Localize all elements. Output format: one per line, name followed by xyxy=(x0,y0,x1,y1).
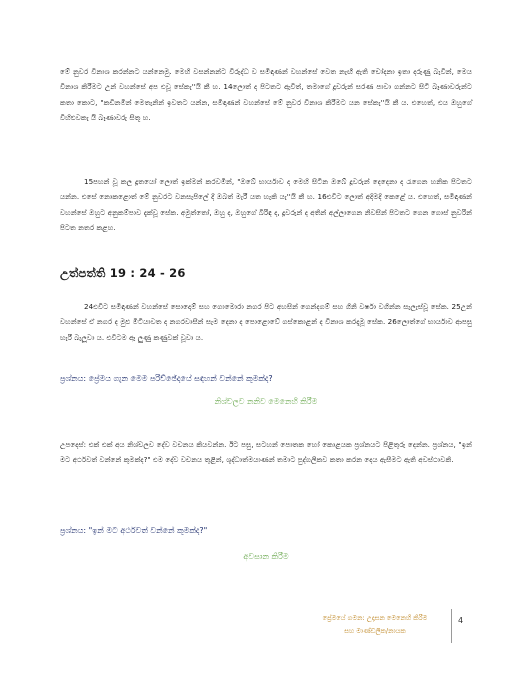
footer xyxy=(300,612,450,638)
footer-divider xyxy=(451,609,452,643)
footer-title-line: ප්‍රේමයේ ගමන: උදෑසන මෙනෙහි කිරීම xyxy=(322,614,428,622)
paragraph-2: 15පහන් වූ කල දූතයෝ ලොත් ඉක්මන් කරවමින්, "ඔබේ භාර්යාව ද මෙහි සිටින ඔබේ දූවරුන් දෙදෙනා ද රැගෙන හනික පිටතට යන්න. එසේ නොකළොත් මේ නුවරට වනසැපිලේ දී ඔබත් මැරී යත හැකි යැ''යි කී හ. 16එවිට ලොත් අදිමදි කෙළේ ය. එහෙත්, සමිඳාණන් වහන්සේ ඔහුට අනුකම්පාව දැක්වූ සේක. අමුත්තෝ, ඔහු ද, ඔහුගේ බිරිඳ ද, දූවරුන් ද අතින් අල්ලාගෙන නිවසින් පිටතට ගෙන ගොස් නුවරින් පිටත නතර කළහ. xyxy=(60,177,472,233)
footer-subtitle-line: සහ මාණ්ඩලික/නායක xyxy=(344,627,406,635)
instruction-paragraph: උපදෙස්: එක් එක් අය නිශ්චලව දේව වචනය කියවන්න. ඊට පසු, සටහන් පොතක හෝ කොළයක ප්‍රශ්නයට පිළිතුරු දෙන්න. ප්‍රශ්නය, "ඉන් මට අර්ථවත් වන්නේ කුමක්ද?" එම දේව වචනය තුළින්, ශුද්ධාත්මයාණන් තමාට පුද්ගලිකව කතා කරන දෙය ඇසීමට ඇති අවස්ථාවකි. xyxy=(60,440,472,465)
paragraph-1: මේ නුවර විනාශ කරන්නට යන්නෙමු. මෙහි වසන්නන්ට විරුද්ධ ව සමිඳාණන් වහන්සේ වෙත නැඟී ඇති චෝදනා ඉතා දරුණු බැවින්, මෙය විනාශ කිරීමට උන් වහන්සේ අප එවූ සේකැ''යි කී හ. 14ලොත් ද පිටතට ඇවිත්, තමාගේ දූවරුන් සරණ පාවා ගන්නට සිටි බෑණාවරුන්ට කතා කොට, "කඩිනමින් මෙතැනින් ඉවතට යන්න, සමිඳාණන් වහන්සේ මේ නුවර විනාශ කිරීමට යන සේකැ''යි කී ය. එහෙත්, එය ඔහුගේ විහිළුවකැ යි බෑණාවරු සිතූ හ. xyxy=(60,67,472,123)
paragraph-3: 24එවිට සමිඳාණන් වහන්සේ සොදොම් සහ ගොමොරා නගර පිට අහසින් ගෙන්දගම් සහ ගිනි වර්ෂා වගින්න සැලැස්වූ සේක. 25උන් වහන්සේ ඒ නගර ද මුළු මිටියාවත ද නගරවාසීන් සැම දෙනා ද පොළොවේ ගස්කොළන් ද විනාශ කරදැමූ සේක. 26ලොත්ගේ භාර්යාව ආපසු හැරී බැලූවා ය. එවිටම ඈ ලුණු කණුවක් වූවා ය. xyxy=(60,302,472,342)
answer-1-meditate: නිශ්චලව නනිව මෙනෙහි කිරීම xyxy=(214,397,318,406)
question-1: ප්‍රශ්නය: ප්‍රේමය ගැන මෙම පරිච්ඡේදයේ සඳහන් වන්නේ කුමක්ද? xyxy=(60,374,273,383)
answer-2-closing: අවසාන කිරීම xyxy=(243,552,289,561)
scripture-reference-heading: උත්පත්ති 19 : 24 - 26 xyxy=(60,266,186,280)
question-2: ප්‍රශ්නය: "ඉන් මට අර්ථවත් වන්නේ කුමක්ද?" xyxy=(60,526,208,535)
page-number: 4 xyxy=(458,616,464,625)
